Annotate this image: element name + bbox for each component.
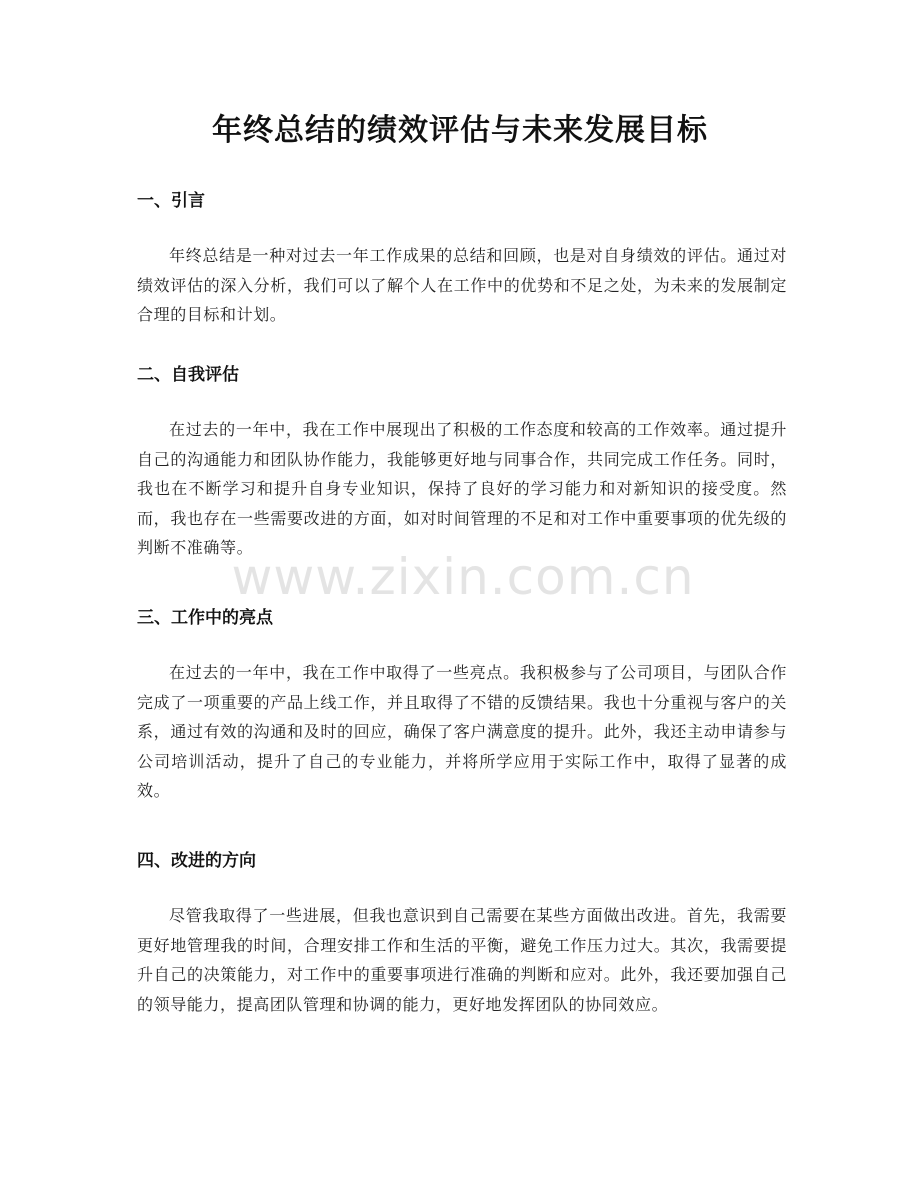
section-heading: 二、自我评估	[137, 365, 239, 385]
section-improvements	[137, 849, 787, 1019]
section-self-assessment	[137, 363, 787, 563]
section-paragraph: 在过去的一年中，我在工作中展现出了积极的工作态度和较高的工作效率。通过提升自己的沟通能力和团队协作能力，我能够更好地与同事合作，共同完成工作任务。同时，我也在不断学习和提升自身专业知识，保持了良好的学习能力和对新知识的接受度。然而，我也存在一些需要改进的方面，如对时间管理的不足和对工作中重要事项的优先级的判断不准确等。	[137, 420, 787, 557]
section-paragraph: 年终总结是一种对过去一年工作成果的总结和回顾，也是对自身绩效的评估。通过对绩效评估的深入分析，我们可以了解个人在工作中的优势和不足之处，为未来的发展制定合理的目标和计划。	[137, 246, 787, 324]
section-heading: 一、引言	[137, 191, 205, 211]
document-title: 年终总结的绩效评估与未来发展目标	[212, 113, 708, 148]
section-paragraph: 尽管我取得了一些进展，但我也意识到自己需要在某些方面做出改进。首先，我需要更好地管理我的时间，合理安排工作和生活的平衡，避免工作压力过大。其次，我需要提升自己的决策能力，对工作中的重要事项进行准确的判断和应对。此外，我还要加强自己的领导能力，提高团队管理和协调的能力，更好地发挥团队的协同效应。	[137, 906, 787, 1014]
section-highlights	[137, 606, 787, 806]
section-introduction	[137, 189, 787, 330]
section-paragraph: 在过去的一年中，我在工作中取得了一些亮点。我积极参与了公司项目，与团队合作完成了一项重要的产品上线工作，并且取得了不错的反馈结果。我也十分重视与客户的关系，通过有效的沟通和及时的回应，确保了客户满意度的提升。此外，我还主动申请参与公司培训活动，提升了自己的专业能力，并将所学应用于实际工作中，取得了显著的成效。	[137, 663, 787, 800]
section-heading: 三、工作中的亮点	[137, 608, 273, 628]
section-heading: 四、改进的方向	[137, 851, 256, 871]
watermark: www.zixin.com.cn	[231, 548, 695, 606]
